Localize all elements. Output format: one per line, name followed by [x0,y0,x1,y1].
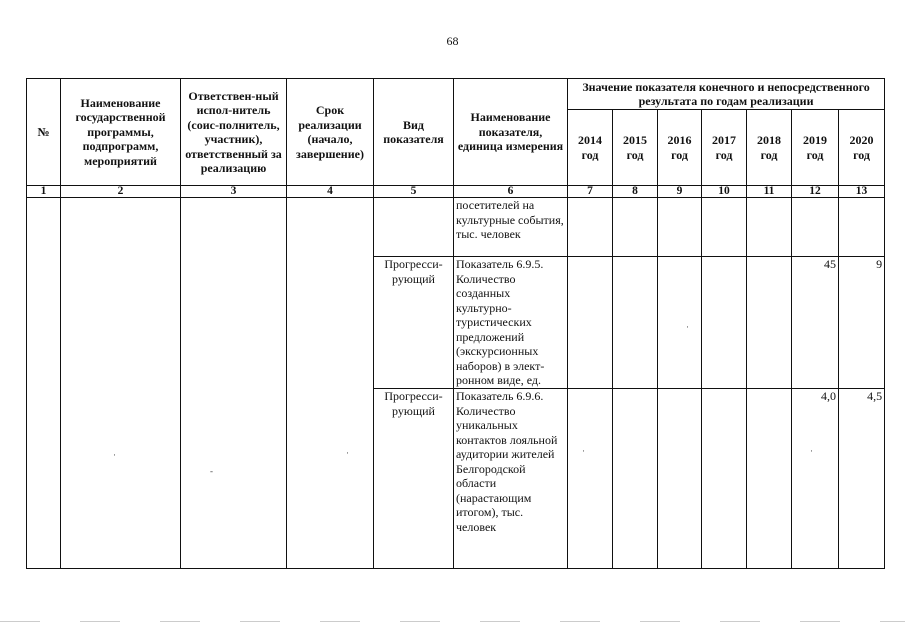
cell-value: 45 [792,257,839,389]
column-number: 13 [839,186,885,198]
cell-program [61,198,181,569]
header-program: Наименование государственной программы, подпрограмм, мероприятий [61,79,181,186]
cell-term [287,198,374,569]
cell-value [658,198,702,257]
header-year: 2015 год [613,110,658,186]
cell-value [702,257,747,389]
header-values-group: Значение показателя конечного и непосредственного результата по годам реализации [568,79,885,110]
header-row-top [27,79,885,110]
scan-edge-line [0,621,905,622]
header-indicator: Наименование показателя, единица измерения [454,79,568,186]
scan-speck: · [810,446,813,456]
cell-value [613,257,658,389]
cell-value [747,198,792,257]
cell-value: 9 [839,257,885,389]
indicator-table [26,78,885,569]
cell-responsible [181,198,287,569]
column-number: 6 [454,186,568,198]
cell-kind: Прогресси-рующий [374,389,454,569]
cell-value [658,257,702,389]
cell-kind [374,198,454,257]
column-number: 2 [61,186,181,198]
cell-value [839,198,885,257]
header-term: Срок реализации (начало, завершение) [287,79,374,186]
column-number: 12 [792,186,839,198]
header-year: 2020 год [839,110,885,186]
column-number: 3 [181,186,287,198]
cell-value [568,198,613,257]
cell-indicator: Показатель 6.9.6. Количество уникальных контактов лояльной аудитории жителей Белгородской области (нарастающим итогом), тыс. человек [454,389,568,569]
cell-value: 4,5 [839,389,885,569]
cell-indicator: Показатель 6.9.5. Количество созданных культурно-туристических предложений (экскурсионных наборов) в элект-ронном виде, ед. [454,257,568,389]
cell-value [702,389,747,569]
header-year: 2019 год [792,110,839,186]
scan-speck: - [210,466,213,476]
cell-value [568,389,613,569]
cell-value [568,257,613,389]
table-row [27,198,885,257]
cell-value: 4,0 [792,389,839,569]
cell-indicator: посетителей на культурные события, тыс. человек [454,198,568,257]
header-year: 2018 год [747,110,792,186]
cell-value [702,198,747,257]
scan-speck: · [113,450,116,460]
cell-number [27,198,61,569]
cell-value [613,389,658,569]
header-responsible: Ответствен-ный испол-нитель (соис-полнитель, участник), ответственный за реализацию [181,79,287,186]
scan-speck: · [346,448,349,458]
header-year: 2016 год [658,110,702,186]
cell-value [658,389,702,569]
cell-value [792,198,839,257]
column-number: 1 [27,186,61,198]
scan-speck: · [686,322,689,332]
header-number: № [27,79,61,186]
column-number: 7 [568,186,613,198]
column-number: 8 [613,186,658,198]
cell-value [747,389,792,569]
column-number: 11 [747,186,792,198]
header-kind: Вид показателя [374,79,454,186]
column-number: 9 [658,186,702,198]
cell-value [747,257,792,389]
column-number: 4 [287,186,374,198]
column-number-row [27,186,885,198]
header-year: 2014 год [568,110,613,186]
page-number: 68 [446,34,459,48]
column-number: 5 [374,186,454,198]
column-number: 10 [702,186,747,198]
scan-speck: · [582,446,585,456]
cell-value [613,198,658,257]
cell-kind: Прогресси-рующий [374,257,454,389]
header-year: 2017 год [702,110,747,186]
